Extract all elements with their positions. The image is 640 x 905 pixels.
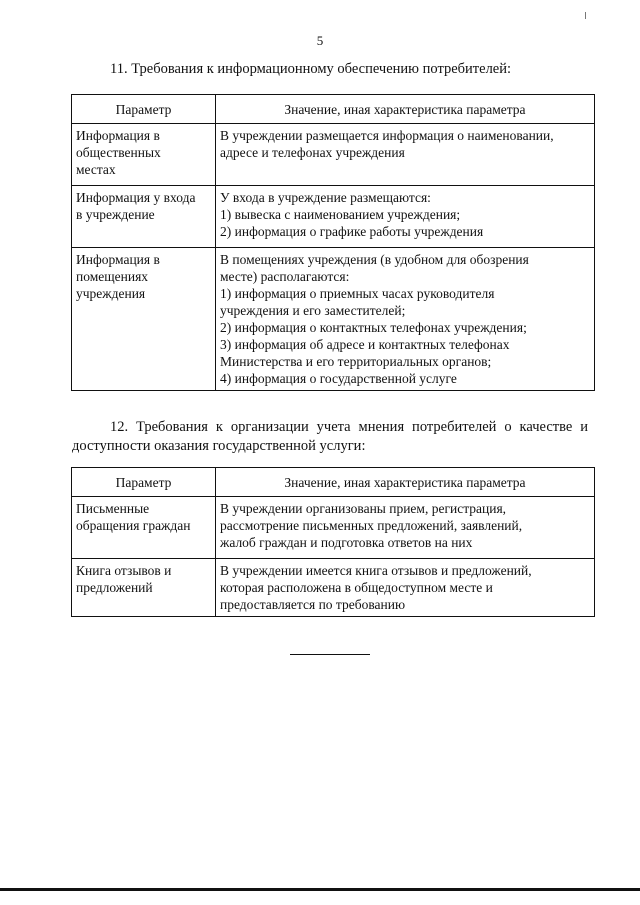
column-header-parameter: Параметр (72, 95, 216, 124)
column-header-parameter: Параметр (72, 468, 216, 497)
table-header-row (72, 95, 595, 124)
parameter-cell: Информация в помещениях учреждения (72, 248, 216, 391)
value-cell: В учреждении размещается информация о наименовании, адресе и телефонах учреждения (216, 124, 595, 186)
parameter-cell: Информация у входа в учреждение (72, 186, 216, 248)
value-cell: В помещениях учреждения (в удобном для обозрения месте) располагаются: 1) информация о приемных часах руководителя учреждения и его заместителей; 2) информация о контактных телефонах учреждения; 3) информация об адресе и контактных телефонах Министерства и его территориальных органов; 4) информация о государственной услуге (216, 248, 595, 391)
page-number: 5 (316, 33, 324, 48)
section-12-table (71, 467, 595, 617)
column-header-value: Значение, иная характеристика параметра (216, 468, 595, 497)
table-row (72, 186, 595, 248)
table-row (72, 124, 595, 186)
table-row (72, 559, 595, 617)
parameter-cell: Письменные обращения граждан (72, 497, 216, 559)
parameter-cell: Информация в общественных местах (72, 124, 216, 186)
section-11-heading: 11. Требования к информационному обеспечению потребителей: (110, 61, 512, 77)
scan-edge (0, 888, 640, 891)
value-cell: У входа в учреждение размещаются: 1) вывеска с наименованием учреждения; 2) информация о графике работы учреждения (216, 186, 595, 248)
parameter-cell: Книга отзывов и предложений (72, 559, 216, 617)
value-cell: В учреждении организованы прием, регистрация, рассмотрение письменных предложений, заявлений, жалоб граждан и подготовка ответов на них (216, 497, 595, 559)
section-12-heading: 12. Требования к организации учета мнения потребителей о качестве и доступности оказания государственной услуги: (72, 419, 588, 454)
scan-mark (585, 12, 586, 19)
section-11-table (71, 94, 595, 391)
end-line-divider (290, 654, 370, 655)
table-row (72, 497, 595, 559)
column-header-value: Значение, иная характеристика параметра (216, 95, 595, 124)
table-header-row (72, 468, 595, 497)
table-row (72, 248, 595, 391)
value-cell: В учреждении имеется книга отзывов и предложений, которая расположена в общедоступном месте и предоставляется по требованию (216, 559, 595, 617)
